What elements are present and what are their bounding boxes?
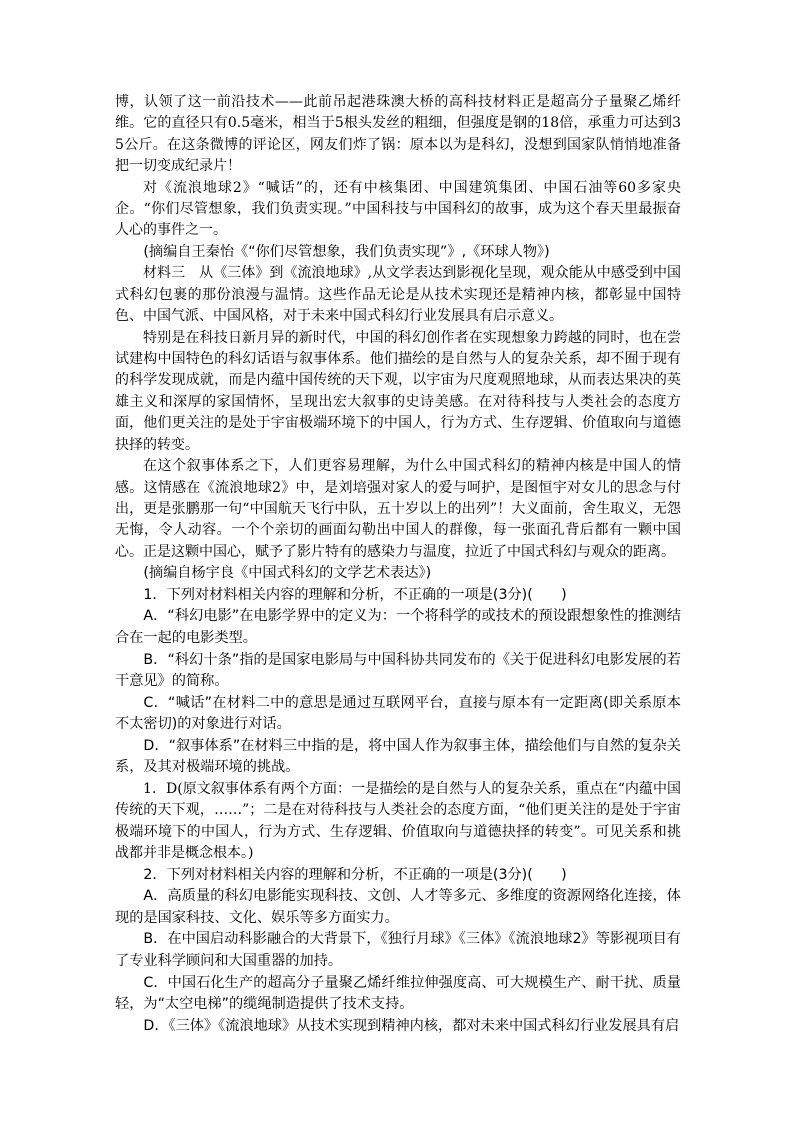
question1-stem: 1．下列对材料相关内容的理解和分析，不正确的一项是(3分)( ) (143, 586, 567, 603)
question1-option-b: B．“科幻十条”指的是国家电影局与中国科协共同发布的《关于促进科幻电影发展的若干意见》的简称。 (115, 651, 681, 690)
material3-paragraph-2: 特别是在科技日新月异的新时代，中国的科幻创作者在实现想象力跨越的同时，也在尝试建构中国特色的科幻话语与叙事体系。他们描绘的是自然与人的复杂关系，却不囿于现有的科学发现成就，而是内蕴中国传统的天下观，以宇宙为尺度观照地球，从而表达果决的英雄主义和深厚的家国情怀，呈现出宏大叙事的史诗美感。在对待科技与人类社会的态度方面，他们更关注的是处于宇宙极端环境下的中国人，行为方式、生存逻辑、价值取向与道德抉择的转变。 (115, 329, 681, 453)
material2-paragraph-continued: 博，认领了这一前沿技术——此前吊起港珠澳大桥的高科技材料正是超高分子量聚乙烯纤维。它的直径只有0.5毫米，相当于5根头发丝的粗细，但强度是钢的18倍，承重力可达到35公斤。在这条微博的评论区，网友们炸了锅：原本以为是科幻，没想到国家队悄悄地准备把一切变成纪录片！ (115, 94, 681, 175)
question1-option-d: D．“叙事体系”在材料三中指的是，将中国人作为叙事主体，描绘他们与自然的复杂关系，及其对极端环境的挑战。 (115, 737, 681, 776)
material2-paragraph-shout: 对《流浪地球2》“喊话”的，还有中核集团、中国建筑集团、中国石油等60多家央企。“你们尽管想象，我们负责实现。”中国科技与中国科幻的故事，成为这个春天里最振奋人心的事件之一。 (115, 179, 681, 239)
question2-option-d: D．《三体》《流浪地球》从技术实现到精神内核，都对未来中国式科幻行业发展具有启 (143, 1017, 680, 1034)
question1-option-a: A．“科幻电影”在电影学界中的定义为：一个将科学的或技术的预设跟想象性的推测结合在一起的电影类型。 (115, 608, 681, 646)
material3-paragraph-1: 材料三 从《三体》到《流浪地球》,从文学表达到影视化呈现，观众能从中感受到中国式科幻包裹的那份浪漫与温情。这些作品无论是从技术实现还是精神内核，都彰显中国特色、中国气派、中国风格，对于未来中国式科幻行业发展具有启示意义。 (115, 265, 681, 325)
question2-option-b: B．在中国启动科影融合的大背景下，《独行月球》《三体》《流浪地球2》等影视项目有了专业科学顾问和大国重器的加持。 (115, 931, 681, 970)
question2-stem: 2．下列对材料相关内容的理解和分析，不正确的一项是(3分)( ) (143, 866, 567, 883)
question1-answer: 1．D(原文叙事体系有两个方面：一是描绘的是自然与人的复杂关系，重点在“内蕴中国传统的天下观，……”；二是在对待科技与人类社会的态度方面，“他们更关注的是处于宇宙极端环境下的中国人，行为方式、生存逻辑、价值取向与道德抉择的转变”。可见关系和挑战都并非是概念根本。) (115, 781, 681, 862)
material2-source: (摘编自王秦怡《“你们尽管想象，我们负责实现”》,《环球人物》) (143, 243, 550, 260)
material3-paragraph-3: 在这个叙事体系之下，人们更容易理解，为什么中国式科幻的精神内核是中国人的情感。这情感在《流浪地球2》中，是刘培强对家人的爱与呵护，是图恒宇对女儿的思念与付出，更是张鹏那一句“中国航天飞行中队，五十岁以上的出列”！大义面前，舍生取义，无怨无悔，令人动容。一个个亲切的画面勾勒出中国人的群像，每一张面孔背后都有一颗中国心。正是这颗中国心，赋予了影片特有的感染力与温度，拉近了中国式科幻与观众的距离。 (115, 458, 681, 560)
question2-option-a: A．高质量的科幻电影能实现科技、文创、人才等多元、多维度的资源网络化连接，体现的是国家科技、文化、娱乐等多方面实力。 (115, 888, 681, 926)
question2-option-c: C．中国石化生产的超高分子量聚乙烯纤维拉伸强度高、可大规模生产、耐干扰、质量轻，为“太空电梯”的缆绳制造提供了技术支持。 (115, 974, 681, 1013)
page-content (115, 92, 681, 1037)
material3-source: (摘编自杨宇良《中国式科幻的文学艺术表达》) (143, 565, 432, 582)
question1-option-c: C．“喊话”在材料二中的意思是通过互联网平台，直接与原本有一定距离(即关系原本不太密切)的对象进行对话。 (115, 694, 681, 733)
